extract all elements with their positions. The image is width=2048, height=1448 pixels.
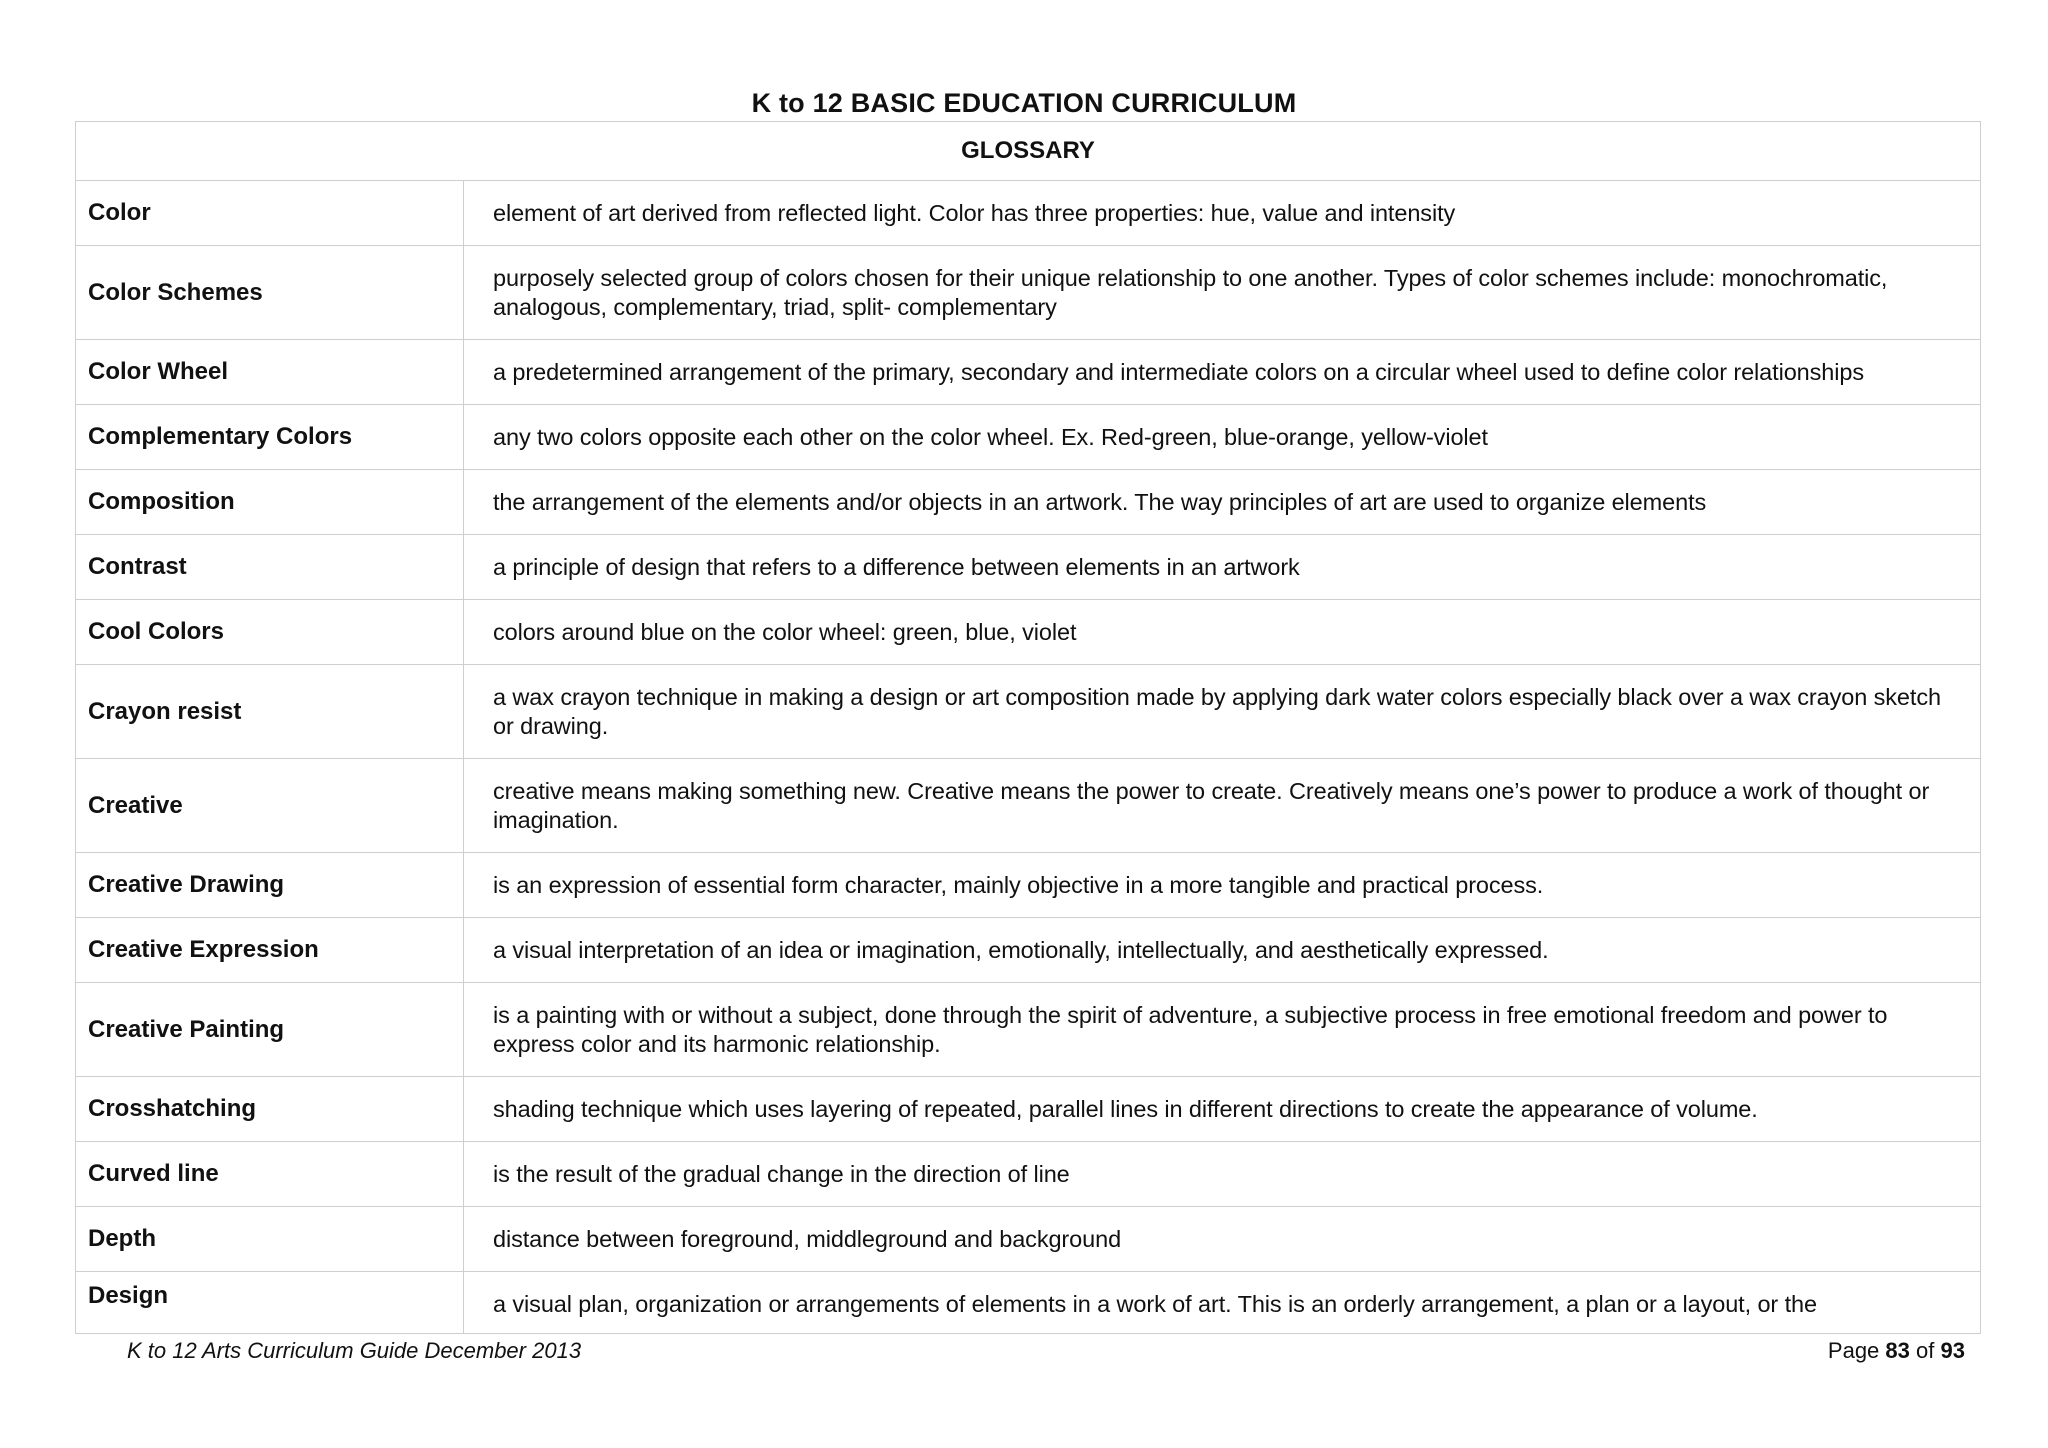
page-of: of — [1916, 1338, 1935, 1363]
glossary-term: Complementary Colors — [76, 405, 464, 470]
page-number — [1828, 1337, 1965, 1365]
table-row — [76, 1077, 1981, 1142]
glossary-definition: element of art derived from reflected light. Color has three properties: hue, value and intensity — [464, 181, 1981, 246]
glossary-definition: is a painting with or without a subject, done through the spirit of adventure, a subjective process in free emotional freedom and power to express color and its harmonic relationship. — [464, 983, 1981, 1077]
glossary-term: Curved line — [76, 1142, 464, 1207]
table-row — [76, 470, 1981, 535]
glossary-definition: a wax crayon technique in making a design or art composition made by applying dark water colors especially black over a wax crayon sketch or drawing. — [464, 665, 1981, 759]
glossary-term: Crosshatching — [76, 1077, 464, 1142]
table-row — [76, 1272, 1981, 1334]
table-row — [76, 759, 1981, 853]
table-row — [76, 600, 1981, 665]
table-row — [76, 665, 1981, 759]
glossary-term: Color — [76, 181, 464, 246]
glossary-term: Color Wheel — [76, 340, 464, 405]
table-row — [76, 853, 1981, 918]
glossary-term: Design — [76, 1272, 464, 1334]
glossary-definition: shading technique which uses layering of repeated, parallel lines in different directions to create the appearance of volume. — [464, 1077, 1981, 1142]
glossary-table — [75, 121, 1981, 1334]
glossary-definition: a predetermined arrangement of the primary, secondary and intermediate colors on a circular wheel used to define color relationships — [464, 340, 1981, 405]
glossary-term: Cool Colors — [76, 600, 464, 665]
glossary-definition: distance between foreground, middleground and background — [464, 1207, 1981, 1272]
glossary-definition: creative means making something new. Creative means the power to create. Creatively means one’s power to produce a work of thought or imagination. — [464, 759, 1981, 853]
table-row — [76, 918, 1981, 983]
glossary-header-row — [76, 122, 1981, 181]
table-row — [76, 181, 1981, 246]
page-total: 93 — [1940, 1338, 1965, 1363]
glossary-definition: colors around blue on the color wheel: green, blue, violet — [464, 600, 1981, 665]
glossary-term: Creative Expression — [76, 918, 464, 983]
glossary-definition: a visual plan, organization or arrangements of elements in a work of art. This is an orderly arrangement, a plan or a layout, or the — [464, 1272, 1981, 1334]
glossary-heading: GLOSSARY — [76, 122, 1981, 181]
glossary-definition: is an expression of essential form character, mainly objective in a more tangible and practical process. — [464, 853, 1981, 918]
glossary-definition: a principle of design that refers to a difference between elements in an artwork — [464, 535, 1981, 600]
table-row — [76, 535, 1981, 600]
table-row — [76, 1207, 1981, 1272]
glossary-term: Depth — [76, 1207, 464, 1272]
glossary-term: Creative Drawing — [76, 853, 464, 918]
glossary-definition: purposely selected group of colors chosen for their unique relationship to one another. Types of color schemes include: monochromatic, analogous, complementary, triad, split- complementary — [464, 246, 1981, 340]
document-title: K to 12 BASIC EDUCATION CURRICULUM — [751, 88, 1297, 118]
page-prefix: Page — [1827, 1338, 1880, 1363]
table-row — [76, 246, 1981, 340]
glossary-definition: the arrangement of the elements and/or objects in an artwork. The way principles of art are used to organize elements — [464, 470, 1981, 535]
glossary-term: Composition — [76, 470, 464, 535]
table-row — [76, 405, 1981, 470]
glossary-definition: any two colors opposite each other on the color wheel. Ex. Red-green, blue-orange, yellow-violet — [464, 405, 1981, 470]
glossary-term: Contrast — [76, 535, 464, 600]
glossary-term: Creative Painting — [76, 983, 464, 1077]
table-row — [76, 983, 1981, 1077]
glossary-term: Color Schemes — [76, 246, 464, 340]
glossary-term: Creative — [76, 759, 464, 853]
table-row — [76, 1142, 1981, 1207]
glossary-definition: a visual interpretation of an idea or imagination, emotionally, intellectually, and aesthetically expressed. — [464, 918, 1981, 983]
curriculum-guide-label: K to 12 Arts Curriculum Guide December 2013 — [127, 1338, 582, 1363]
table-row — [76, 340, 1981, 405]
glossary-definition: is the result of the gradual change in the direction of line — [464, 1142, 1981, 1207]
glossary-term: Crayon resist — [76, 665, 464, 759]
page-current: 83 — [1885, 1338, 1910, 1363]
